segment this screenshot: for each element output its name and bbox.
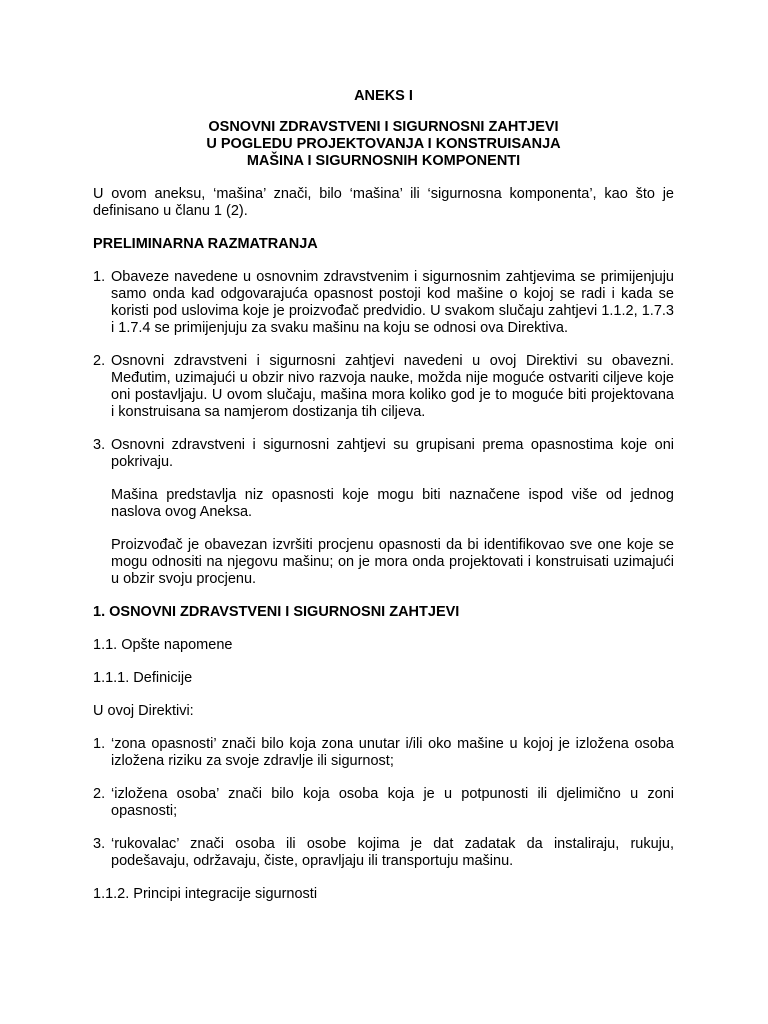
annex-heading-line: U POGLEDU PROJEKTOVANJA I KONSTRUISANJA [206,136,561,152]
item-number: 3. [93,437,106,453]
intro-paragraph: U ovom aneksu, ‘mašina’ znači, bilo ‘mašina’ ili ‘sigurnosna komponenta’, kao što je definisano u članu 1 (2). [93,186,674,219]
definitions-lead: U ovoj Direktivi: [93,703,194,719]
item-number: 3. [93,836,106,852]
section-1-heading: 1. OSNOVNI ZDRAVSTVENI I SIGURNOSNI ZAHTJEVI [93,604,460,620]
preliminary-item [93,269,674,337]
item-body: ‘izložena osoba’ znači bilo koja osoba koja je u potpunosti ili djelimično u zoni opasnosti; [111,786,674,819]
item-number: 1. [93,269,106,285]
definition-item [93,786,674,820]
item-body [111,269,674,337]
item-paragraph: Osnovni zdravstveni i sigurnosni zahtjevi su grupisani prema opasnostima koje oni pokrivaju. [111,437,674,470]
annex-heading-line: OSNOVNI ZDRAVSTVENI I SIGURNOSNI ZAHTJEVI [208,119,559,135]
item-body [111,437,674,588]
subsection-1-1-heading: 1.1. Opšte napomene [93,637,233,653]
item-body: ‘zona opasnosti’ znači bilo koja zona unutar i/ili oko mašine u kojoj je izložena osoba izložena riziku za svoje zdravlje ili sigurnost; [111,736,674,769]
annex-heading [93,119,674,170]
definition-item [93,836,674,870]
preliminary-heading: PRELIMINARNA RAZMATRANJA [93,236,318,252]
item-paragraph: Mašina predstavlja niz opasnosti koje mogu biti naznačene ispod više od jednog naslova ovog Aneksa. [111,487,674,520]
subsection-1-1-1-heading: 1.1.1. Definicije [93,670,193,686]
item-number: 2. [93,786,106,802]
item-paragraph: Obaveze navedene u osnovnim zdravstvenim i sigurnosnim zahtjevima se primijenjuju samo onda kad odgovarajuća opasnost postoji kod mašine o kojoj se radi i kada se koristi pod uslovima koje je proizvođač predvidio. U svakom slučaju zahtjevi 1.1.2, 1.7.3 i 1.7.4 se primijenjuju za svaku mašinu na koju se odnosi ova Direktiva. [111,269,674,336]
annex-heading-line: MAŠINA I SIGURNOSNIH KOMPONENTI [246,153,521,169]
document-page [93,88,674,919]
item-body: ‘rukovalac’ znači osoba ili osobe kojima je dat zadatak da instaliraju, rukuju, podešavaju, održavaju, čiste, opravljaju ili transportuju mašinu. [111,836,674,869]
item-number: 1. [93,736,106,752]
preliminary-item [93,353,674,421]
item-paragraph: Proizvođač je obavezan izvršiti procjenu opasnosti da bi identifikovao sve one koje se mogu odnositi na njegovu mašinu; on je mora onda projektovati i konstruisati uzimajući u obzir svoju procjenu. [111,537,674,587]
item-paragraph: Osnovni zdravstveni i sigurnosni zahtjevi navedeni u ovoj Direktivi su obavezni. Međutim, uzimajući u obzir nivo razvoja nauke, možda nije moguće ostvariti ciljeve koje oni postavljaju. U ovom slučaju, mašina mora koliko god je to moguće biti projektovana i konstruisana sa namjerom dostizanja tih ciljeva. [111,353,674,420]
item-number: 2. [93,353,106,369]
annex-title: ANEKS I [354,88,413,104]
definition-item [93,736,674,770]
preliminary-item [93,437,674,588]
subsection-1-1-2-heading: 1.1.2. Principi integracije sigurnosti [93,886,318,902]
item-body [111,353,674,421]
